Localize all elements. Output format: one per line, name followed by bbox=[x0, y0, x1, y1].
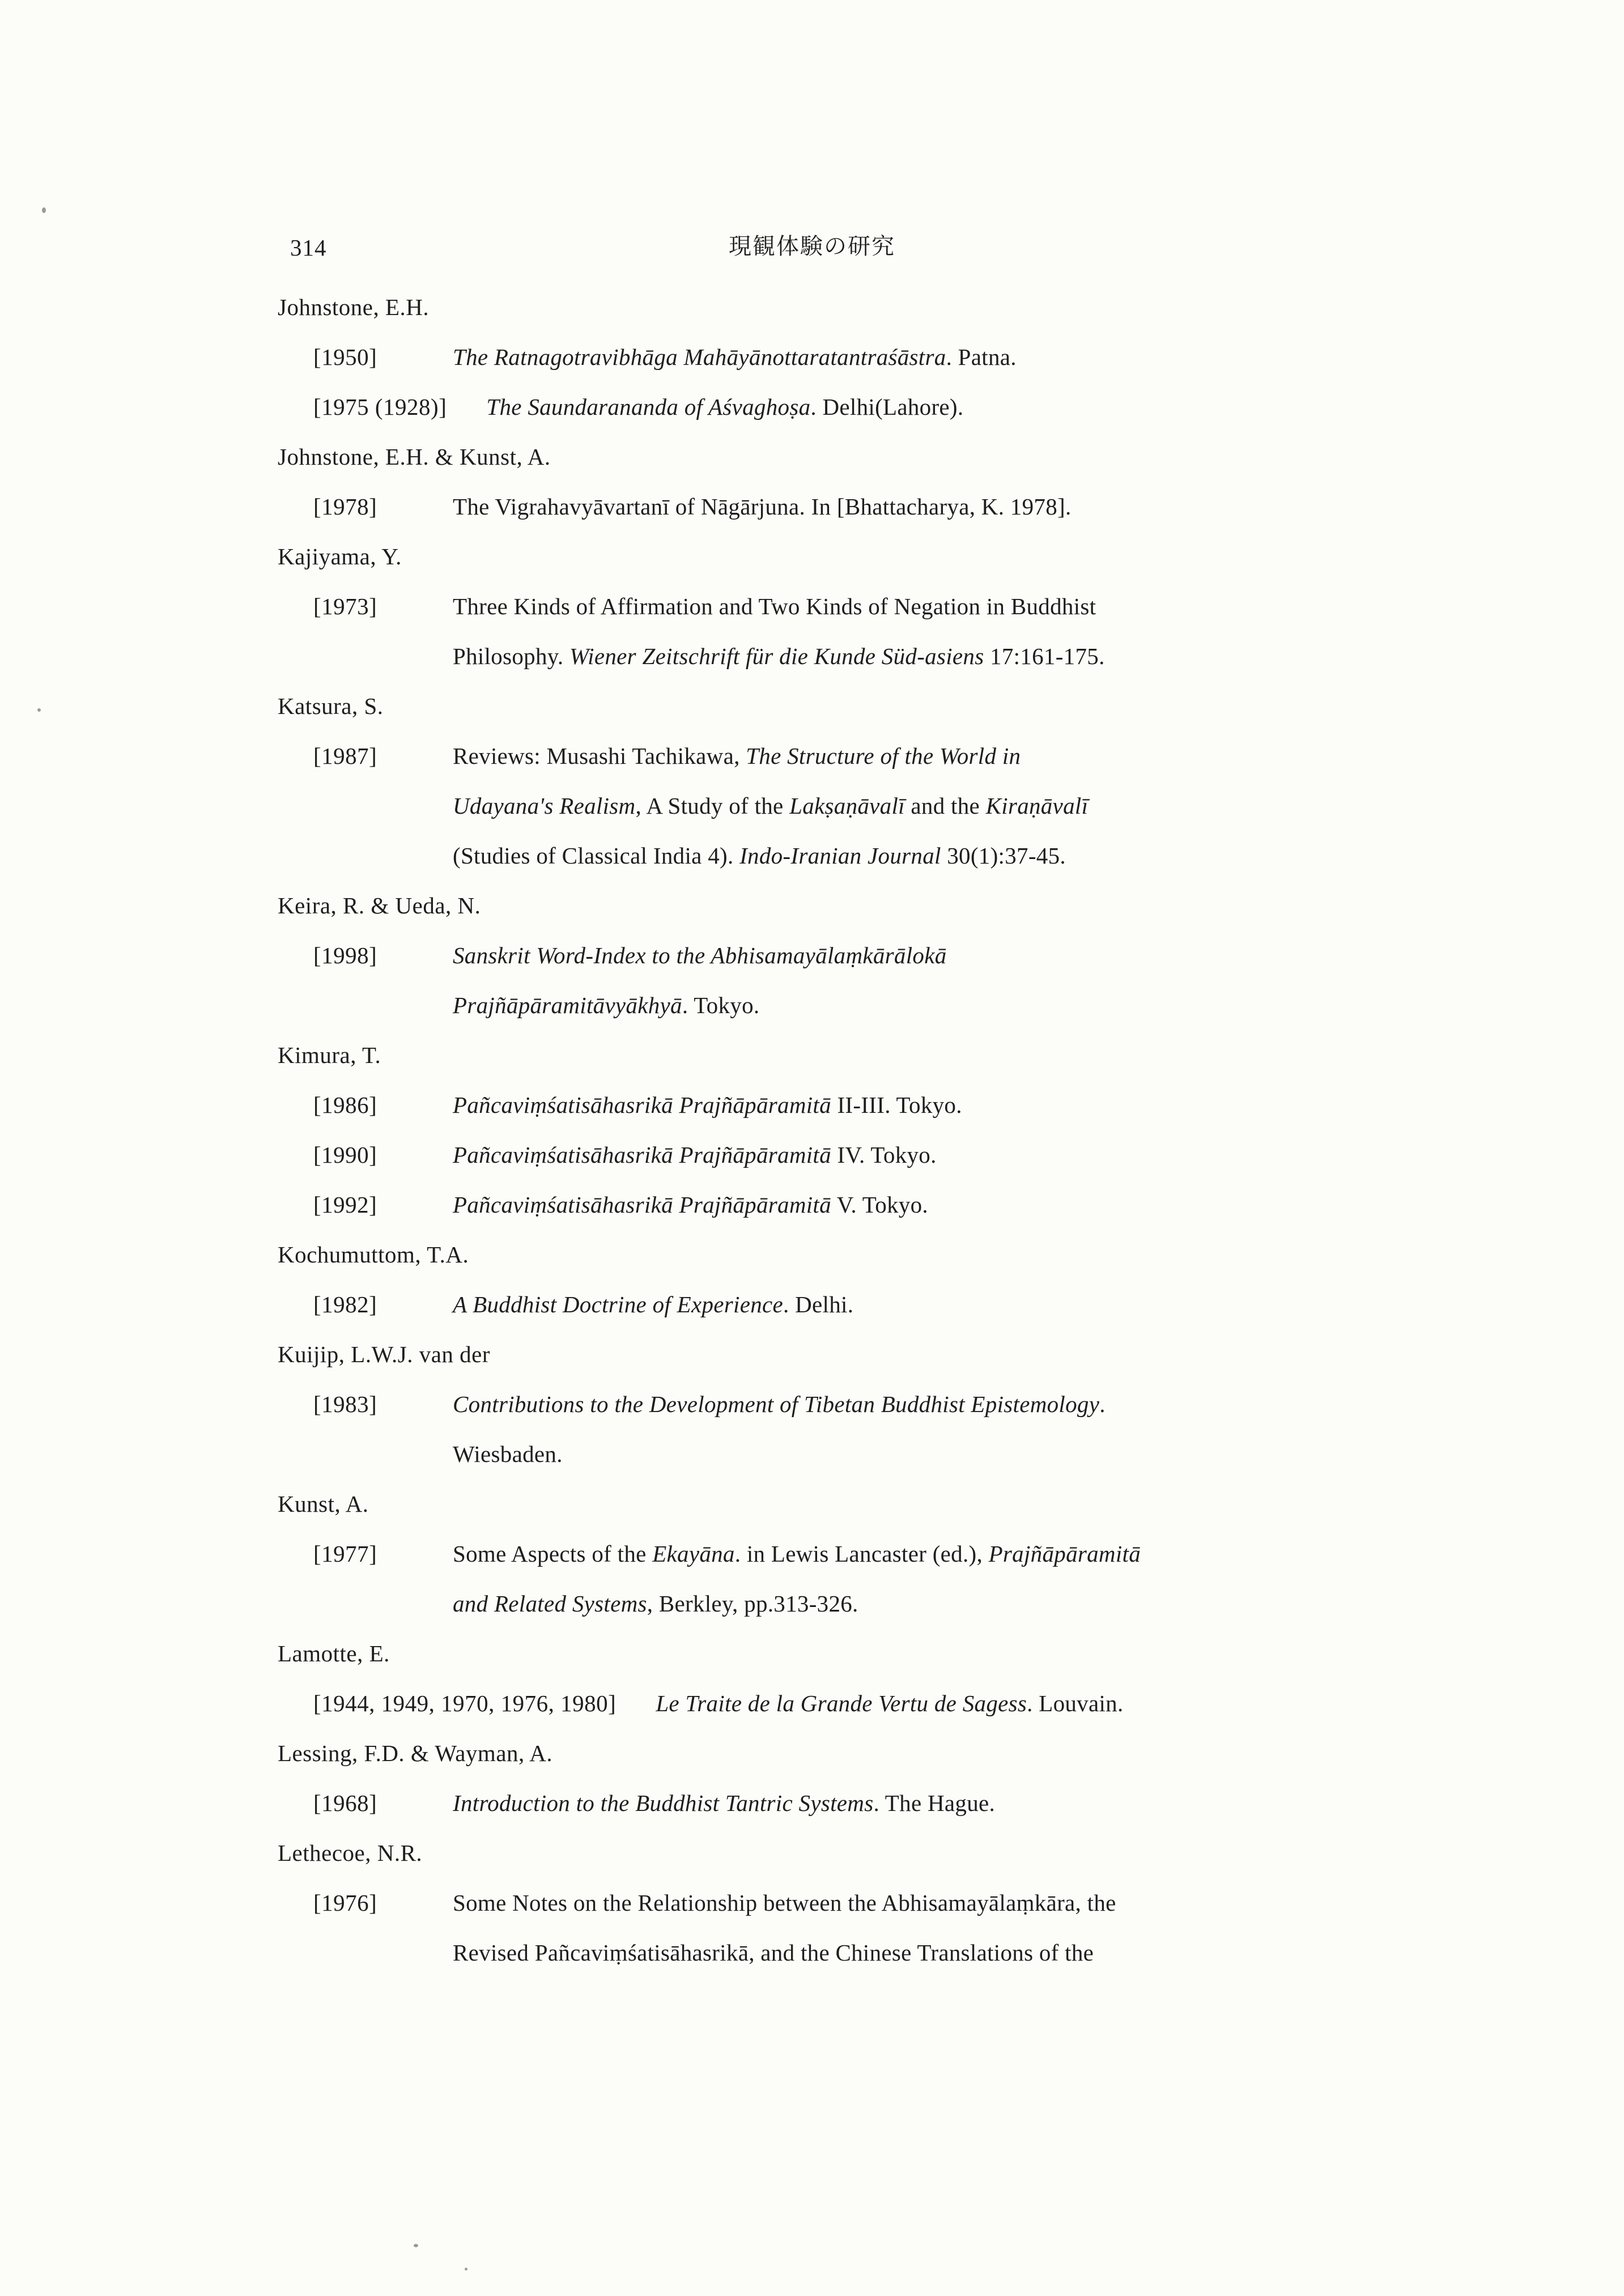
entry-text-line bbox=[453, 781, 1388, 831]
bibliography-entry bbox=[313, 382, 1388, 432]
entry-text-segment: . Tokyo. bbox=[682, 992, 760, 1018]
entry-text bbox=[453, 1279, 1388, 1329]
bibliography-entry bbox=[313, 1130, 1388, 1180]
entry-title-segment: Wiener Zeitschrift für die Kunde Süd-asiens bbox=[569, 643, 984, 669]
entry-text-segment: Philosophy. bbox=[453, 643, 569, 669]
entry-year: [1998] bbox=[313, 942, 377, 968]
entry-title-segment: Pañcaviṃśatisāhasrikā Prajñāpāramitā bbox=[453, 1192, 831, 1218]
entry-title-segment: Prajñāpāramitāvyākhyā bbox=[453, 992, 682, 1018]
entry-text-line bbox=[453, 1529, 1388, 1579]
entry-text-line bbox=[453, 482, 1388, 532]
entry-text bbox=[453, 1529, 1388, 1629]
entry-text-segment: V. Tokyo. bbox=[831, 1192, 928, 1218]
entry-title-segment: Kiraṇāvalī bbox=[985, 793, 1089, 819]
bibliography-entry bbox=[313, 930, 1388, 1030]
bibliography-author: Kimura, T. bbox=[278, 1042, 381, 1068]
entry-title-segment: Udayana's Realism bbox=[453, 793, 636, 819]
entry-text-line bbox=[453, 980, 1388, 1030]
entry-text-segment: Some Aspects of the bbox=[453, 1541, 653, 1567]
entry-text bbox=[453, 1379, 1388, 1479]
entry-text-segment: . Delhi. bbox=[783, 1291, 854, 1317]
entry-text-line bbox=[453, 1279, 1388, 1329]
entry-text-line bbox=[453, 1429, 1388, 1479]
entry-text-line bbox=[453, 1130, 1388, 1180]
entry-title-segment: Pañcaviṃśatisāhasrikā Prajñāpāramitā bbox=[453, 1092, 831, 1118]
entry-text-line bbox=[453, 1878, 1388, 1928]
bibliography-author: Johnstone, E.H. & Kunst, A. bbox=[278, 444, 551, 470]
entry-text-line bbox=[656, 1678, 1388, 1728]
entry-title-segment: Ekayāna bbox=[652, 1541, 735, 1567]
entry-text-line bbox=[453, 731, 1388, 781]
entry-title-segment: The Structure of the World in bbox=[746, 743, 1021, 769]
bibliography-author: Kunst, A. bbox=[278, 1491, 369, 1517]
entry-text-line bbox=[453, 332, 1388, 382]
entry-title-segment: Le Traite de la Grande Vertu de Sagess bbox=[656, 1690, 1027, 1716]
entry-text-line bbox=[453, 1579, 1388, 1629]
entry-year: [1990] bbox=[313, 1142, 377, 1168]
entry-title-segment: Indo-Iranian Journal bbox=[739, 843, 941, 869]
entry-text bbox=[486, 382, 1388, 432]
entry-text bbox=[453, 1130, 1388, 1180]
entry-year: [1983] bbox=[313, 1391, 377, 1417]
bibliography-entry bbox=[313, 1180, 1388, 1230]
bibliography-entry bbox=[313, 482, 1388, 532]
entry-year: [1976] bbox=[313, 1890, 377, 1916]
entry-text bbox=[453, 1080, 1388, 1130]
bibliography-entry bbox=[313, 332, 1388, 382]
bibliography-entry bbox=[313, 1529, 1388, 1629]
entry-text bbox=[656, 1678, 1388, 1728]
entry-year: [1975 (1928)] bbox=[313, 394, 447, 420]
entry-text bbox=[453, 581, 1388, 681]
entry-text-segment: The Vigrahavyāvartanī of Nāgārjuna. In [Bhattacharya, K. 1978]. bbox=[453, 494, 1072, 520]
bibliography-author: Lethecoe, N.R. bbox=[278, 1840, 423, 1866]
entry-text-segment: II-III. Tokyo. bbox=[831, 1092, 962, 1118]
entry-title-segment: Introduction to the Buddhist Tantric Systems bbox=[453, 1790, 874, 1816]
entry-text-segment: IV. Tokyo. bbox=[831, 1142, 937, 1168]
entry-year: [1982] bbox=[313, 1291, 377, 1317]
entry-text bbox=[453, 1180, 1388, 1230]
entry-text-segment: Reviews: Musashi Tachikawa, bbox=[453, 743, 746, 769]
entry-title-segment: Lakṣaṇāvalī bbox=[789, 793, 905, 819]
bibliography-entry bbox=[313, 731, 1388, 881]
entry-title-segment: The Ratnagotravibhāga Mahāyānottaratantraśāstra bbox=[453, 344, 946, 370]
entry-year: [1944, 1949, 1970, 1976, 1980] bbox=[313, 1690, 617, 1716]
bibliography-entry bbox=[313, 1678, 1388, 1728]
scan-speckle bbox=[42, 207, 46, 213]
page-number: 314 bbox=[290, 235, 327, 261]
entry-text-segment: . Louvain. bbox=[1027, 1690, 1124, 1716]
bibliography-entry bbox=[313, 1379, 1388, 1479]
bibliography-author: Lamotte, E. bbox=[278, 1640, 390, 1666]
entry-title-segment: Sanskrit Word-Index to the Abhisamayālaṃkārālokā bbox=[453, 942, 947, 968]
entry-title-segment: Pañcaviṃśatisāhasrikā Prajñāpāramitā bbox=[453, 1142, 831, 1168]
bibliography-author: Keira, R. & Ueda, N. bbox=[278, 892, 481, 919]
entry-text-line bbox=[453, 1080, 1388, 1130]
bibliography-entry bbox=[313, 1878, 1388, 1978]
entry-text-segment: 17:161-175. bbox=[984, 643, 1105, 669]
bibliography-author: Lessing, F.D. & Wayman, A. bbox=[278, 1740, 553, 1766]
bibliography-author: Kuijip, L.W.J. van der bbox=[278, 1341, 491, 1367]
entry-text bbox=[453, 482, 1388, 532]
bibliography-author: Johnstone, E.H. bbox=[278, 294, 430, 320]
entry-text-segment: Three Kinds of Affirmation and Two Kinds of Negation in Buddhist bbox=[453, 593, 1096, 619]
entry-text-segment: . in Lewis Lancaster (ed.), bbox=[734, 1541, 989, 1567]
entry-text bbox=[453, 332, 1388, 382]
bibliography-author: Kajiyama, Y. bbox=[278, 543, 402, 569]
entry-year: [1992] bbox=[313, 1192, 377, 1218]
entry-text-line bbox=[453, 1180, 1388, 1230]
entry-year: [1978] bbox=[313, 494, 377, 520]
entry-text-segment: . Delhi(Lahore). bbox=[810, 394, 964, 420]
entry-year: [1987] bbox=[313, 743, 377, 769]
entry-text-line bbox=[453, 1778, 1388, 1828]
entry-text-segment: 30(1):37-45. bbox=[941, 843, 1066, 869]
entry-text-line bbox=[453, 831, 1388, 881]
entry-year: [1977] bbox=[313, 1541, 377, 1567]
entry-text-segment: , A Study of the bbox=[635, 793, 790, 819]
scan-speckle bbox=[37, 708, 41, 712]
entry-text-segment: . Patna. bbox=[946, 344, 1017, 370]
entry-title-segment: The Saundarananda of Aśvaghoṣa bbox=[486, 394, 811, 420]
entry-text-line bbox=[453, 631, 1388, 681]
entry-year: [1968] bbox=[313, 1790, 377, 1816]
entry-text-segment: Wiesbaden. bbox=[453, 1441, 563, 1467]
bibliography-entry bbox=[313, 1778, 1388, 1828]
entry-text-segment: . bbox=[1099, 1391, 1106, 1417]
entry-text bbox=[453, 930, 1388, 1030]
entry-text-line bbox=[453, 581, 1388, 631]
bibliography-entry bbox=[313, 581, 1388, 681]
entry-text-line bbox=[453, 1379, 1388, 1429]
entry-text-line bbox=[453, 1928, 1388, 1978]
bibliography-entry bbox=[313, 1080, 1388, 1130]
entry-year: [1973] bbox=[313, 593, 377, 619]
entry-text-segment: , Berkley, pp.313-326. bbox=[647, 1591, 858, 1617]
scan-speckle bbox=[414, 2244, 418, 2247]
entry-year: [1986] bbox=[313, 1092, 377, 1118]
entry-text-segment: Some Notes on the Relationship between the Abhisamayālaṃkāra, the bbox=[453, 1890, 1116, 1916]
entry-text-line bbox=[486, 382, 1388, 432]
entry-title-segment: A Buddhist Doctrine of Experience bbox=[453, 1291, 783, 1317]
bibliography bbox=[278, 282, 1388, 1978]
bibliography-author: Kochumuttom, T.A. bbox=[278, 1241, 469, 1268]
entry-text-segment: Revised Pañcaviṃśatisāhasrikā, and the Chinese Translations of the bbox=[453, 1940, 1094, 1966]
entry-title-segment: Contributions to the Development of Tibetan Buddhist Epistemology bbox=[453, 1391, 1100, 1417]
entry-text-line bbox=[453, 930, 1388, 980]
bibliography-entry bbox=[313, 1279, 1388, 1329]
entry-text-segment: (Studies of Classical India 4). bbox=[453, 843, 740, 869]
entry-text-segment: . The Hague. bbox=[873, 1790, 996, 1816]
entry-text bbox=[453, 1778, 1388, 1828]
running-header-title: 現観体験の研究 bbox=[729, 233, 895, 260]
entry-year: [1950] bbox=[313, 344, 377, 370]
entry-title-segment: and Related Systems bbox=[453, 1591, 647, 1617]
entry-text-segment: and the bbox=[904, 793, 986, 819]
scan-speckle bbox=[465, 2268, 467, 2271]
entry-text bbox=[453, 1878, 1388, 1978]
bibliography-author: Katsura, S. bbox=[278, 693, 384, 719]
entry-title-segment: Prajñāpāramitā bbox=[988, 1541, 1141, 1567]
entry-text bbox=[453, 731, 1388, 881]
